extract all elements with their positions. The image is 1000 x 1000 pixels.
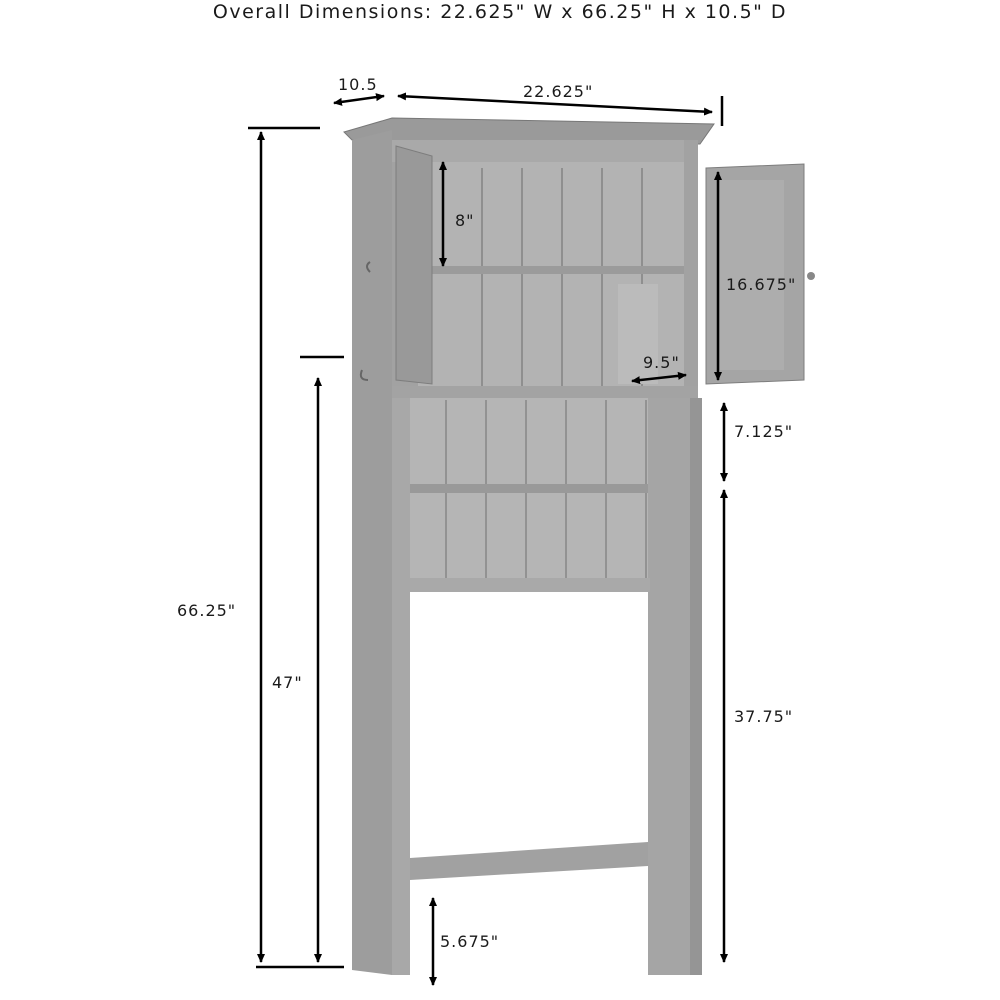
upper-frame-right — [684, 140, 698, 390]
upper-frame-top — [392, 140, 698, 162]
lower-height-label: 47" — [272, 673, 303, 692]
door-height-label: 16.675" — [726, 275, 797, 294]
lower-stretcher — [410, 842, 648, 880]
foot-height-label: 5.675" — [440, 932, 500, 951]
overall-height-label: 66.25" — [177, 601, 237, 620]
right-door-knob — [807, 272, 815, 280]
width-label: 22.625" — [523, 82, 594, 101]
back-panel-bottom — [410, 578, 650, 592]
shelf-depth-label: 9.5" — [643, 353, 680, 372]
clearance-height-label: 37.75" — [734, 707, 794, 726]
left-leg-front — [392, 398, 410, 975]
left-side-panel — [352, 130, 392, 975]
upper-shelf — [418, 266, 684, 274]
left-door — [396, 146, 432, 384]
open-shelf-height-label: 7.125" — [734, 422, 794, 441]
shelf-height-label: 8" — [455, 211, 475, 230]
depth-arrow — [334, 96, 384, 103]
middle-rail — [392, 386, 698, 398]
right-leg-face — [690, 398, 702, 975]
depth-label: 10.5 — [338, 75, 378, 94]
cabinet-illustration — [344, 118, 815, 975]
overall-dimensions-title: Overall Dimensions: 22.625" W x 66.25" H x 10.5" D — [212, 1, 788, 23]
